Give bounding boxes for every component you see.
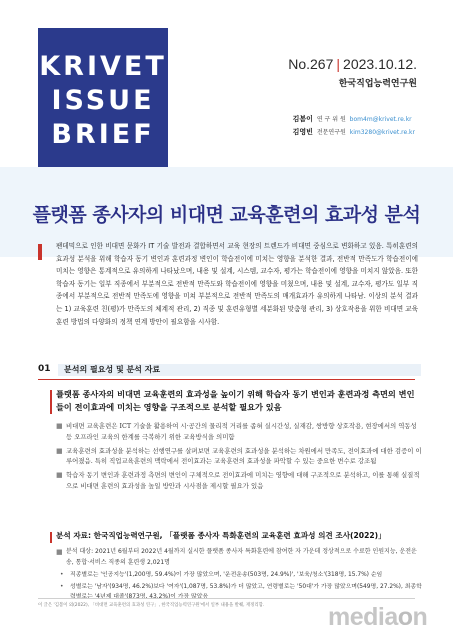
abstract-accent-bar xyxy=(38,244,42,260)
sub-bullet-icon: • xyxy=(60,583,64,590)
author-name: 김봄이 xyxy=(292,115,313,123)
quote-accent-bar xyxy=(50,390,52,414)
sub-list-item-text: 직종별로는 '인공지능'(1,200명, 59.4%)이 가장 많았으며, '운전운송(503명, 24.9%)', '보육/청소'(318명, 15.7%) 순임 xyxy=(70,572,383,578)
logo-line-brief: BRIEF xyxy=(51,119,155,150)
issue-separator: | xyxy=(336,56,341,72)
bullet-list xyxy=(56,421,422,495)
list-item-text: 비대면 교육훈련은 ICT 기술을 활용하여 시·공간의 물리적 거리를 좁혀 실시간성, 실재감, 쌍방향 상호작용, 현장에서의 역동성 등 오프라인 교육의 한계를 극복하기 위한 교육방식을 의미함 xyxy=(66,422,417,441)
issue-meta xyxy=(288,56,417,89)
author-role: 연 구 위 원 xyxy=(316,116,346,123)
data-source-statement: 분석 자료: 한국직업능력연구원, 「플랫폼 종사자 특화훈련의 교육훈련 효과성 의견 조사(2022)」 xyxy=(56,531,386,540)
list-item xyxy=(56,470,422,492)
bullet-dot-icon: ■ xyxy=(56,548,63,556)
sub-bullet-icon: • xyxy=(60,572,64,578)
bullet-dot-icon: ■ xyxy=(56,422,63,430)
bullet-list xyxy=(56,547,422,572)
mediaon-watermark xyxy=(328,603,427,632)
list-item xyxy=(56,446,422,468)
list-item-text: 학습자 동기 변인과 훈련과정 측면의 변인이 구체적으로 전이효과에 미치는 영향에 대해 구조적으로 분석하고, 이를 통해 실질적으로 비대면 훈련의 효과성을 높일 방안과 시사점을 제시할 필요가 있음 xyxy=(66,471,420,490)
institute-name: 한국직업능력연구원 xyxy=(338,79,417,89)
watermark-text: n xyxy=(412,603,428,631)
section-header xyxy=(38,364,415,380)
list-item xyxy=(56,547,422,569)
watermark-text: media xyxy=(328,603,398,631)
issue-date: 2023.10.12. xyxy=(343,56,417,72)
issue-number-date xyxy=(288,56,417,72)
footnote: 이 글은 '김봄이 외(2022), 「비대면 교육훈련의 효과성 연구」, 한국직업능력연구원'에서 일부 내용을 발췌, 재정리함. xyxy=(38,598,415,608)
abstract-text: 팬데믹으로 인한 비대면 문화가 IT 기술 발전과 결합하면서 교육 현장의 트렌드가 비대면 중심으로 변화하고 있음. 특히훈련의 효과성 분석을 위해 학습자 동기 변인과 훈련과정 변인이 학습전이에 미치는 영향을 분석한 결과, 전반적 만족도가 학습전이에 미치는 영향은 통계적으로 유의하게 나타났으며, 내용 및 설계, 시스템, 교수자, 평가는 학습전이에 영향을 미치지 않았음. 또한 학습자 동기는 일부 직종에서 부분적으로 전반적 만족도와 학습전이에 영향을 미쳤으며, 내용 및 설계, 교수자, 평가도 일부 직종에서 부분적으로 전반적 만족도에 영향을 미쳐 부분적으로 전반적 만족도의 매개효과가 유의하게 나타남. 이상의 분석 결과는 1) 교육훈련 친(평)가 만족도의 체계적 관리, 2) 직종 및 훈련유형별 세분화된 맞춤형 관리, 3) 상호작용을 위한 비대면 교육훈련 방법의 다양화의 정책 연계 방안이 필요함을 시사함. xyxy=(56,242,418,326)
issue-number: No.267 xyxy=(288,56,334,72)
author-email-link[interactable]: bom4m@krivet.re.kr xyxy=(349,116,412,123)
list-item xyxy=(56,421,422,443)
author-row xyxy=(293,113,417,126)
krivet-issue-brief-logo xyxy=(38,28,168,167)
author-role: 전문연구원 xyxy=(316,129,346,136)
logo-line-issue: ISSUE xyxy=(51,85,155,116)
bullet-dot-icon: ■ xyxy=(56,446,63,455)
author-email-link[interactable]: kim3280@krivet.re.kr xyxy=(349,129,415,136)
section-number: 01 xyxy=(38,364,51,374)
section-lead-statement: 플랫폼 종사자의 비대면 교육훈련의 효과성을 높이기 위해 학습자 동기 변인과 훈련과정 측면의 변인들이 전이효과에 미치는 영향을 구조적으로 분석할 필요가 있음 xyxy=(56,389,415,412)
sub-list-item-text: 성별로는 '남자'(934명, 46.2%)보다 '여자'(1,087명, 53.8%)가 더 많았고, 연령별로는 '50대'가 가장 많았으며(549명, 27.2%), 최종학력별로는 '4년제 대졸'(873명, 43.2%)이 가장 많았음 xyxy=(70,583,422,601)
watermark-text: o xyxy=(397,603,413,631)
list-item-text: 교육훈련의 효과성을 분석하는 선행연구를 살펴보면 교육훈련의 효과성을 분석하는 차원에서 만족도, 전이효과에 대한 검증이 이루어졌음. 특히 직업교육훈련의 맥락에서 전이효과는 교육훈련의 효과성을 파악할 수 있는 중요한 변수로 강조됨 xyxy=(66,446,422,466)
logo-line-krivet: KRIVET xyxy=(39,51,167,82)
header xyxy=(0,0,453,167)
sub-list-item xyxy=(56,570,422,581)
section-title: 분석의 필요성 및 분석 자료 xyxy=(58,364,421,376)
page-title: 플랫폼 종사자의 비대면 교육훈련의 효과성 분석 xyxy=(32,204,421,226)
author-list xyxy=(293,113,417,139)
quote-accent-bar xyxy=(50,532,52,543)
list-item-text: 분석 대상: 2021년 6월부터 2022년 4월까지 실시한 플랫폼 종사자 특화훈련에 참여한 자 가운데 정상적으로 수료한 인원지능, 운전운송, 통합·서비스 직종의 훈련생 2,021명 xyxy=(66,548,417,566)
author-name: 김영빈 xyxy=(292,128,313,136)
author-row xyxy=(293,126,417,139)
bullet-dot-icon: ■ xyxy=(56,471,63,480)
